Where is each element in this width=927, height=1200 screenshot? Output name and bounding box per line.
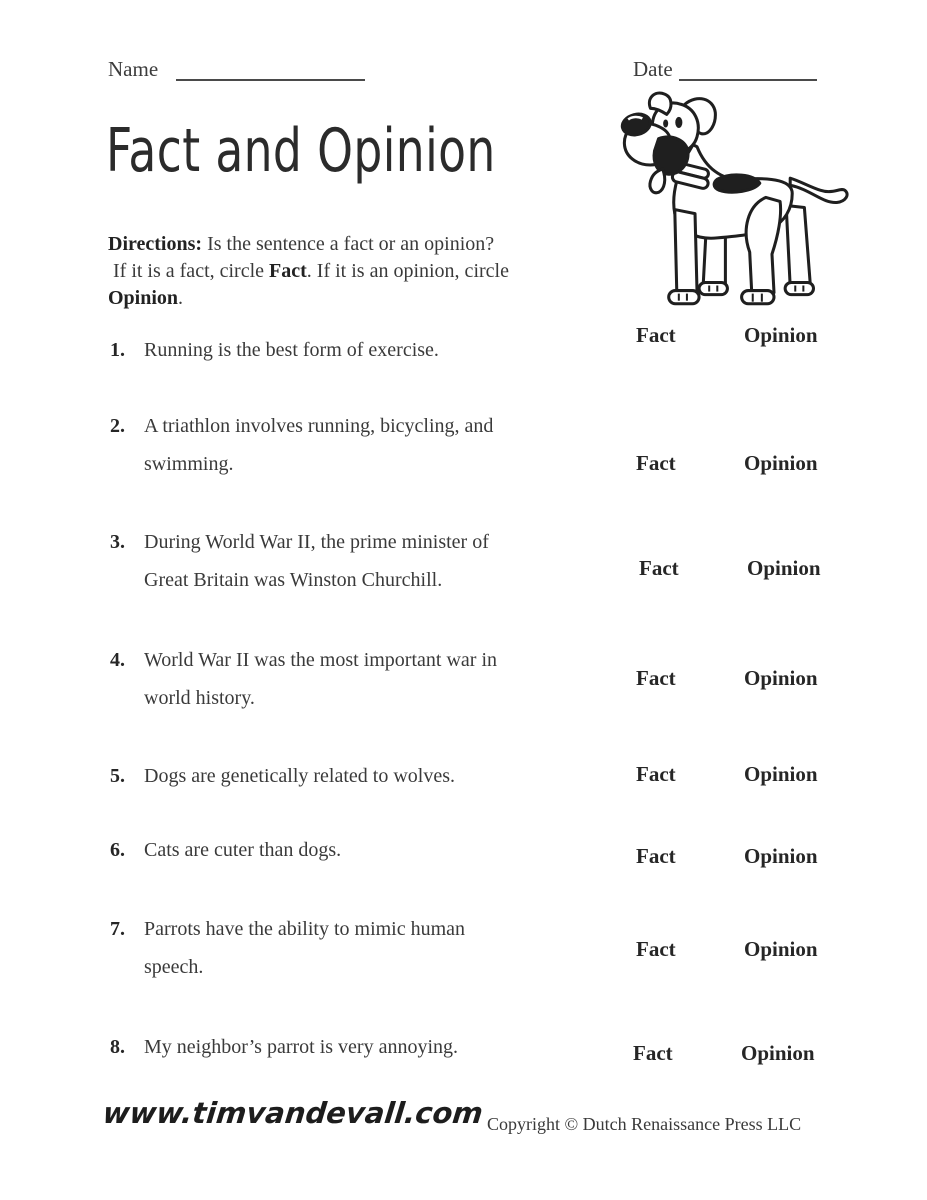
page-title: Fact and Opinion bbox=[106, 116, 496, 186]
date-blank[interactable] bbox=[679, 79, 817, 81]
question-row bbox=[110, 831, 341, 870]
opinion-choice[interactable]: Opinion bbox=[744, 451, 818, 475]
name-label: Name bbox=[108, 57, 159, 81]
question-row bbox=[110, 331, 439, 370]
opinion-choice[interactable]: Opinion bbox=[744, 323, 818, 347]
question-text: Cats are cuter than dogs. bbox=[144, 839, 342, 861]
dog-mouth bbox=[654, 137, 688, 174]
dog-eye bbox=[675, 117, 682, 128]
question-number: 1. bbox=[110, 339, 125, 361]
question-number: 6. bbox=[110, 839, 125, 861]
fact-choice[interactable]: Fact bbox=[636, 451, 676, 475]
name-blank[interactable] bbox=[176, 79, 365, 81]
choice-row bbox=[633, 1039, 843, 1067]
question-row: 2. A triathlon involves running, bicycling, and swimming. bbox=[110, 407, 493, 483]
dog-spot bbox=[714, 175, 760, 192]
dog-illustration bbox=[612, 88, 855, 321]
question-number: 3. bbox=[110, 531, 125, 553]
choice-row bbox=[636, 935, 846, 963]
fact-choice[interactable]: Fact bbox=[636, 762, 676, 786]
fact-choice[interactable]: Fact bbox=[636, 666, 676, 690]
question-number: 2. bbox=[110, 415, 125, 437]
question-row bbox=[110, 757, 455, 796]
opinion-choice[interactable]: Opinion bbox=[741, 1041, 815, 1065]
question-number: 8. bbox=[110, 1036, 125, 1058]
choice-row bbox=[636, 760, 846, 788]
question-text: World War II was the most important war in bbox=[144, 649, 497, 671]
question-row: 7. Parrots have the ability to mimic human speech. bbox=[110, 910, 465, 986]
question-number: 7. bbox=[110, 918, 125, 940]
opinion-choice[interactable]: Opinion bbox=[744, 762, 818, 786]
fact-choice[interactable]: Fact bbox=[636, 844, 676, 868]
opinion-choice[interactable]: Opinion bbox=[744, 666, 818, 690]
date-label: Date bbox=[633, 57, 673, 81]
question-text: Dogs are genetically related to wolves. bbox=[144, 765, 455, 787]
question-text: Running is the best form of exercise. bbox=[144, 339, 439, 361]
opinion-choice[interactable]: Opinion bbox=[747, 556, 821, 580]
choice-row bbox=[636, 842, 846, 870]
directions: Directions: Is the sentence a fact or an opinion? If it is a fact, circle Fact. If it is an opinion, circle Opinion. bbox=[108, 233, 509, 309]
question-text: A triathlon involves running, bicycling, and bbox=[144, 415, 494, 437]
question-text: During World War II, the prime minister of bbox=[144, 531, 489, 553]
copyright-text: Copyright © Dutch Renaissance Press LLC bbox=[487, 1114, 802, 1134]
fact-choice[interactable]: Fact bbox=[636, 937, 676, 961]
question-text: Parrots have the ability to mimic human bbox=[144, 918, 466, 940]
fact-choice[interactable]: Fact bbox=[636, 323, 676, 347]
question-text: My neighbor’s parrot is very annoying. bbox=[144, 1036, 459, 1058]
opinion-choice[interactable]: Opinion bbox=[744, 844, 818, 868]
opinion-choice[interactable]: Opinion bbox=[744, 937, 818, 961]
choice-row bbox=[636, 664, 846, 692]
dog-tongue bbox=[650, 169, 665, 193]
dog-eye bbox=[663, 119, 668, 127]
directions-label: Directions: bbox=[108, 233, 203, 255]
question-row: 4. World War II was the most important war in world history. bbox=[110, 641, 497, 717]
question-row: 3. During World War II, the prime minister of Great Britain was Winston Churchill. bbox=[110, 523, 489, 599]
website-link[interactable]: www.timvandevall.com bbox=[101, 1096, 485, 1130]
fact-choice[interactable]: Fact bbox=[633, 1041, 673, 1065]
dog-ear-left bbox=[649, 93, 671, 114]
choice-row bbox=[636, 449, 846, 477]
question-row bbox=[110, 1028, 458, 1067]
choice-row bbox=[636, 321, 846, 349]
choice-row bbox=[639, 554, 849, 582]
question-number: 5. bbox=[110, 765, 125, 787]
question-number: 4. bbox=[110, 649, 125, 671]
fact-choice[interactable]: Fact bbox=[639, 556, 679, 580]
dog-tail bbox=[790, 178, 847, 202]
